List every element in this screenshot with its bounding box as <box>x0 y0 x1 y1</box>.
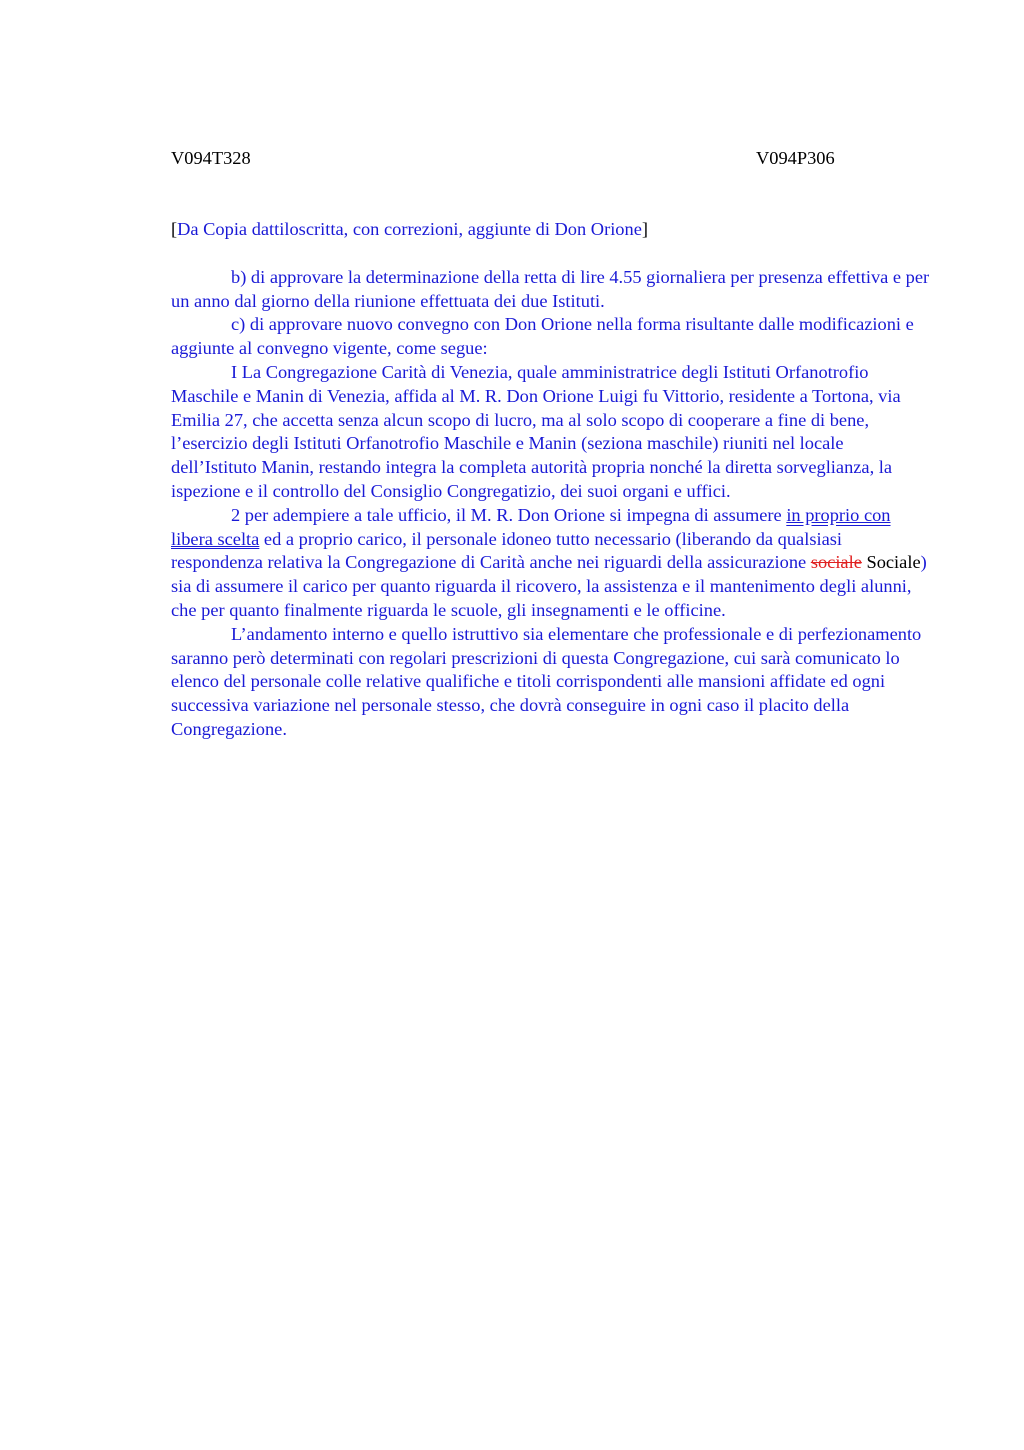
document-ref-left: V094T328 <box>171 148 251 168</box>
source-close-bracket: ] <box>641 219 648 239</box>
inserted-text: in proprio con libera scelta <box>171 504 891 549</box>
paragraph-c: c) di approvare nuovo convegno con Don Orione nella forma risultante dalle modificazioni e aggiunte al convegno vigente, come segue: <box>171 314 914 359</box>
document-ref-right: V094P306 <box>756 148 835 168</box>
paragraph-b: b) di approvare la determinazione della retta di lire 4.55 giornaliera per presenza effettiva e per un anno dal giorno della riunione effettuata dei due Istituti. <box>171 266 930 311</box>
paragraph-article-2 <box>171 504 931 623</box>
source-note <box>171 218 931 242</box>
article-2-text-3: ) sia di assumere il carico per quanto riguarda il ricovero, la assistenza e il mantenimento degli alunni, che per quanto finalmente riguarda le scuole, gli insegnamenti e le officine. <box>171 552 927 620</box>
source-text: Da Copia dattiloscritta, con correzioni, aggiunte di Don Orione <box>177 219 642 239</box>
document-body <box>171 218 931 742</box>
source-open-bracket: [ <box>171 219 178 239</box>
article-2-text-1: 2 per adempiere a tale ufficio, il M. R. Don Orione si impegna di assumere <box>231 504 787 525</box>
paragraph-article-1: I La Congregazione Carità di Venezia, quale amministratrice degli Istituti Orfanotrofio Maschile e Manin di Venezia, affida al M. R. Don Orione Luigi fu Vittorio, residente a Tortona, via Emilia 27, che accetta senza alcun scopo di lucro, ma al solo scopo di cooperare a fine di bene, l’esercizio degli Istituti Orfanotrofio Maschile e Manin (seziona maschile) riuniti nel locale dell’Istituto Manin, restando integra la completa autorità propria nonché la diretta sorveglianza, la ispezione e il controllo del Consiglio Congregatizio, dei suoi organi e uffici. <box>171 361 901 501</box>
replacement-text: Sociale <box>861 552 921 573</box>
deleted-text: sociale <box>810 552 862 573</box>
article-2-text-2: ed a proprio carico, il personale idoneo tutto necessario (liberando da qualsiasi respondenza relativa la Congregazione di Carità anche nei riguardi della assicurazione <box>171 528 843 573</box>
paragraph-andamento: L’andamento interno e quello istruttivo sia elementare che professionale e di perfezionamento saranno però determinati con regolari prescrizioni di questa Congregazione, cui sarà comunicato lo elenco del personale colle relative qualifiche e titoli corrispondenti alle mansioni affidate ed ogni successiva variazione nel personale stesso, che dovrà conseguire in ogni caso il placito della Congregazione. <box>171 623 922 739</box>
